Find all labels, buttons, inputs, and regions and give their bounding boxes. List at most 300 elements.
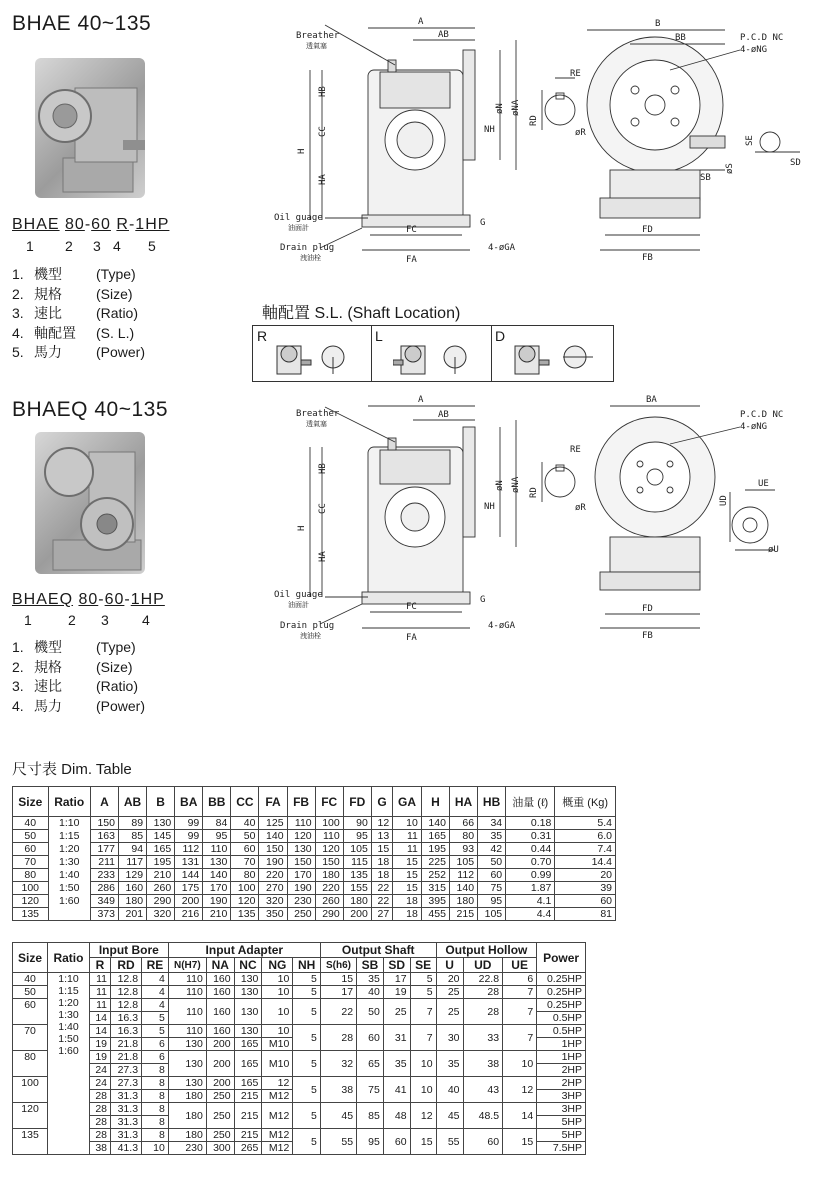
- code-part: 80: [65, 216, 85, 233]
- table-cell: 32: [320, 1051, 356, 1077]
- col-header: FB: [287, 787, 315, 817]
- table-cell: 140: [259, 830, 287, 843]
- table-cell: 80: [449, 830, 477, 843]
- code-digit: 2: [65, 238, 73, 254]
- code-digit: 4: [113, 238, 121, 254]
- table-cell: 100: [315, 817, 343, 830]
- col-header: CC: [231, 787, 259, 817]
- table-cell: 270: [259, 882, 287, 895]
- table-cell: 200: [175, 895, 203, 908]
- table-cell: 320: [259, 895, 287, 908]
- table-cell: 28: [89, 1116, 110, 1129]
- bhae-model-code: [12, 216, 169, 234]
- table-cell: 20: [436, 973, 463, 986]
- label-U: øU: [768, 545, 779, 555]
- table-cell: 215: [234, 1129, 262, 1142]
- label-RE: RE: [570, 445, 581, 455]
- table-cell: 290: [315, 908, 343, 921]
- table-cell: 24: [89, 1077, 110, 1090]
- table-cell: 48.5: [463, 1103, 503, 1129]
- label-RD: RD: [529, 487, 539, 498]
- col-header: UE: [503, 958, 537, 973]
- table-cell: 144: [175, 869, 203, 882]
- table-cell: 117: [118, 856, 146, 869]
- table-row: [13, 908, 616, 921]
- sl-panel-label: D: [495, 328, 506, 344]
- code-part: BHAEQ: [12, 591, 74, 608]
- code-part: BHAE: [12, 216, 60, 233]
- label-GA: 4-øGA: [488, 243, 516, 253]
- table-cell: 150: [259, 843, 287, 856]
- table-cell: 300: [206, 1142, 234, 1155]
- table-row: [13, 895, 616, 908]
- table-cell: 12: [262, 1077, 293, 1090]
- table-cell: 175: [175, 882, 203, 895]
- label-drain-plug-cn: 洩油栓: [300, 632, 321, 640]
- label-breather: Breather: [296, 31, 340, 41]
- table-cell: 105: [478, 908, 506, 921]
- table-cell: 40: [357, 986, 384, 999]
- table-cell: 215: [234, 1090, 262, 1103]
- table-cell: 31.3: [111, 1116, 142, 1129]
- table-cell: 120: [13, 895, 49, 908]
- col-header: AB: [118, 787, 146, 817]
- table-cell: 260: [147, 882, 175, 895]
- table-cell: 42: [478, 843, 506, 856]
- code-part: 1HP: [130, 591, 165, 608]
- table-cell: 1HP: [537, 1038, 586, 1051]
- table-cell: 28: [89, 1129, 110, 1142]
- label-oil-guage-cn: 油面計: [288, 224, 309, 232]
- label-FB: FB: [642, 631, 653, 641]
- table-cell: 6: [503, 973, 537, 986]
- table-row: [13, 1077, 586, 1090]
- label-FC: FC: [406, 225, 417, 235]
- table-cell: 11: [393, 843, 422, 856]
- table-cell: 25: [436, 999, 463, 1025]
- param-row: 1. 機型 (Type): [12, 639, 136, 655]
- col-header: N(H7): [168, 958, 206, 973]
- label-oil-guage: Oil guage: [274, 590, 323, 600]
- table-cell: 40: [231, 817, 259, 830]
- table-cell: 25: [436, 986, 463, 999]
- table-cell: 290: [147, 895, 175, 908]
- table-cell: 150: [315, 856, 343, 869]
- table-cell: 60: [383, 1129, 410, 1155]
- label-drain-plug: Drain plug: [280, 243, 335, 253]
- table-cell: 112: [175, 843, 203, 856]
- table-cell: 10: [262, 1025, 293, 1038]
- table-cell: 0.25HP: [537, 999, 586, 1012]
- table-cell: 5: [293, 1077, 321, 1103]
- table-cell: 80: [231, 869, 259, 882]
- col-header: BB: [203, 787, 231, 817]
- table-cell: 252: [421, 869, 449, 882]
- table-cell: 155: [343, 882, 371, 895]
- table-cell: 38: [89, 1142, 110, 1155]
- label-R: øR: [575, 128, 586, 138]
- col-header: NA: [206, 958, 234, 973]
- table-cell: 35: [436, 1051, 463, 1077]
- table-cell: 55: [436, 1129, 463, 1155]
- dim-table-title: 尺寸表 Dim. Table: [12, 761, 132, 778]
- table-cell: 110: [168, 999, 206, 1025]
- table-cell: 225: [421, 856, 449, 869]
- table-cell: 15: [393, 882, 422, 895]
- table-cell: 120: [13, 1103, 48, 1129]
- table-cell: 60: [231, 843, 259, 856]
- label-RD: RD: [529, 115, 539, 126]
- table-cell: 15: [371, 843, 392, 856]
- code-part: -: [128, 216, 136, 233]
- table-cell: 60: [555, 895, 616, 908]
- col-header: G: [371, 787, 392, 817]
- table-cell: 70: [13, 1025, 48, 1051]
- table-cell: 5.4: [555, 817, 616, 830]
- dim-table-connection-body: [13, 973, 586, 1155]
- table-cell: 19: [89, 1038, 110, 1051]
- table-cell: 135: [343, 869, 371, 882]
- bhaeq-photo-drawing: [35, 432, 145, 574]
- table-cell: 11: [89, 973, 110, 986]
- table-cell: 14: [89, 1012, 110, 1025]
- table-cell: 110: [168, 973, 206, 986]
- table-cell: 8: [142, 1077, 169, 1090]
- col-header: FA: [259, 787, 287, 817]
- col-header: SD: [383, 958, 410, 973]
- label-A: A: [418, 17, 424, 27]
- table-cell: 14: [89, 1025, 110, 1038]
- table-cell: 115: [343, 856, 371, 869]
- label-NH: NH: [484, 125, 495, 135]
- table-cell: 31.3: [111, 1129, 142, 1142]
- table-cell: 165: [147, 843, 175, 856]
- table-cell: 350: [259, 908, 287, 921]
- param-row: 5. 馬力 (Power): [12, 344, 146, 360]
- table-cell: 135: [231, 908, 259, 921]
- label-breather-cn: 透氣塞: [306, 42, 327, 50]
- table-cell: 27.3: [111, 1064, 142, 1077]
- table-row: [13, 973, 586, 986]
- table-cell: 180: [168, 1129, 206, 1142]
- col-header: SB: [357, 958, 384, 973]
- label-G: G: [480, 218, 486, 228]
- table-cell: 177: [90, 843, 118, 856]
- table-cell: 4: [142, 986, 169, 999]
- table-cell: 110: [287, 817, 315, 830]
- table-row: [13, 1103, 586, 1116]
- table-cell: 7: [410, 999, 436, 1025]
- table-cell: 15: [503, 1129, 537, 1155]
- table-cell: 0.31: [506, 830, 555, 843]
- table-cell: 200: [206, 1038, 234, 1051]
- table-cell: 3HP: [537, 1090, 586, 1103]
- code-part: 60: [104, 591, 125, 608]
- table-cell: 50: [357, 999, 384, 1025]
- table-cell: 0.18: [506, 817, 555, 830]
- table-cell: 7: [503, 986, 537, 999]
- table-cell: 215: [234, 1103, 262, 1129]
- table-cell: 10: [410, 1077, 436, 1103]
- table-cell: 14.4: [555, 856, 616, 869]
- table-cell: 35: [357, 973, 384, 986]
- table-cell: 0.5HP: [537, 1012, 586, 1025]
- label-GA: 4-øGA: [488, 621, 516, 631]
- code-part: -: [98, 591, 105, 608]
- table-cell: 24: [89, 1064, 110, 1077]
- table-cell: 99: [175, 830, 203, 843]
- label-SD: SD: [790, 158, 801, 168]
- col-header: NH: [293, 958, 321, 973]
- col-group-header: Output Hollow: [436, 943, 537, 958]
- table-cell: 12: [503, 1077, 537, 1103]
- table-cell: 6: [142, 1038, 169, 1051]
- table-cell: 12.8: [111, 986, 142, 999]
- bhae-product-photo: [35, 58, 145, 198]
- col-header: GA: [393, 787, 422, 817]
- table-cell: 7: [410, 1025, 436, 1051]
- sl-panel-r: [253, 326, 372, 381]
- label-CC: CC: [318, 503, 328, 514]
- table-row: [13, 882, 616, 895]
- table-cell: 455: [421, 908, 449, 921]
- table-cell: 286: [90, 882, 118, 895]
- table-cell: 34: [478, 817, 506, 830]
- label-BB: BB: [675, 33, 686, 43]
- table-cell: 110: [168, 1025, 206, 1038]
- table-cell: 160: [118, 882, 146, 895]
- table-cell: 95: [357, 1129, 384, 1155]
- table-cell: 250: [287, 908, 315, 921]
- table-cell: 95: [478, 895, 506, 908]
- table-cell: 216: [175, 908, 203, 921]
- table-cell: 65: [357, 1051, 384, 1077]
- param-row: 4. 馬力 (Power): [12, 697, 146, 714]
- table-cell: 105: [343, 843, 371, 856]
- table-cell: 39: [555, 882, 616, 895]
- label-FB: FB: [642, 253, 653, 263]
- table-cell: 4.1: [506, 895, 555, 908]
- table-cell: 0.5HP: [537, 1025, 586, 1038]
- col-header: NG: [262, 958, 293, 973]
- table-cell: 45: [320, 1103, 356, 1129]
- label-S: øS: [725, 163, 735, 174]
- dim-table-connection: [12, 942, 586, 1155]
- label-AB: AB: [438, 410, 449, 420]
- table-cell: 5: [293, 973, 321, 986]
- label-drain-plug: Drain plug: [280, 621, 335, 631]
- table-cell: 211: [90, 856, 118, 869]
- table-cell: 28: [89, 1090, 110, 1103]
- table-cell: 10: [262, 973, 293, 986]
- code-digit: 1: [24, 612, 32, 628]
- label-UE: UE: [758, 479, 769, 489]
- bhae-photo-drawing: [35, 58, 145, 198]
- table-cell: 27: [371, 908, 392, 921]
- table-cell: 31: [383, 1025, 410, 1051]
- table-cell: 150: [90, 817, 118, 830]
- table-cell: 0.44: [506, 843, 555, 856]
- col-header: 油量 (ℓ): [506, 787, 555, 817]
- bhaeq-product-photo: [35, 432, 145, 574]
- table-cell: 130: [234, 973, 262, 986]
- table-cell: 130: [168, 1051, 206, 1077]
- col-header: FC: [315, 787, 343, 817]
- table-cell: 28: [463, 986, 503, 999]
- table-cell: M12: [262, 1142, 293, 1155]
- table-row: [13, 1025, 586, 1038]
- table-cell: 135: [13, 908, 49, 921]
- table-cell: 25: [383, 999, 410, 1025]
- table-cell: 195: [421, 843, 449, 856]
- code-digit: 3: [93, 238, 101, 254]
- table-cell: M12: [262, 1103, 293, 1129]
- table-cell: 180: [118, 895, 146, 908]
- table-cell: 395: [421, 895, 449, 908]
- table-sub-header-row: [13, 958, 586, 973]
- label-FA: FA: [406, 633, 417, 642]
- table-cell: 55: [320, 1129, 356, 1155]
- table-cell: 200: [343, 908, 371, 921]
- table-cell: 190: [287, 882, 315, 895]
- label-NH: NH: [484, 502, 495, 512]
- label-oil-guage-cn: 油面計: [288, 601, 309, 609]
- table-cell: 170: [203, 882, 231, 895]
- table-cell: 40: [13, 973, 48, 986]
- label-B: B: [655, 19, 661, 29]
- table-row: [13, 869, 616, 882]
- table-cell: 5: [293, 1051, 321, 1077]
- table-cell: 50: [478, 856, 506, 869]
- table-cell: 320: [147, 908, 175, 921]
- sl-panel-label: L: [375, 328, 383, 344]
- col-header: S(h6): [320, 958, 356, 973]
- table-cell: 8: [142, 1116, 169, 1129]
- col-header: 概重 (Kg): [555, 787, 616, 817]
- table-cell: 373: [90, 908, 118, 921]
- col-header: Ratio: [48, 787, 90, 817]
- table-cell: 10: [142, 1142, 169, 1155]
- table-cell: 5: [293, 999, 321, 1025]
- table-cell: 16.3: [111, 1012, 142, 1025]
- table-cell: 7: [503, 999, 537, 1025]
- label-HB: HB: [318, 86, 328, 97]
- code-digit: 3: [101, 612, 109, 628]
- param-row: 3. 速比 (Ratio): [12, 678, 139, 694]
- label-HB: HB: [318, 463, 328, 474]
- col-header: Size: [13, 943, 48, 973]
- label-FD: FD: [642, 604, 653, 614]
- table-cell: 18: [371, 856, 392, 869]
- sl-d-drawing: [513, 338, 597, 376]
- table-cell: 41: [383, 1077, 410, 1103]
- table-cell: 60: [357, 1025, 384, 1051]
- table-cell: 81: [555, 908, 616, 921]
- table-cell: 163: [90, 830, 118, 843]
- col-header: UD: [463, 958, 503, 973]
- table-cell: 0.99: [506, 869, 555, 882]
- table-row: [13, 986, 586, 999]
- table-header-row: [13, 787, 616, 817]
- table-cell: 80: [13, 1051, 48, 1077]
- label-UD: UD: [719, 495, 729, 506]
- table-cell: 85: [357, 1103, 384, 1129]
- table-cell: 1HP: [537, 1051, 586, 1064]
- table-cell: M12: [262, 1129, 293, 1142]
- col-group-header: Input Bore: [89, 943, 168, 958]
- table-cell: 21.8: [111, 1051, 142, 1064]
- label-H: H: [297, 525, 307, 531]
- col-header: H: [421, 787, 449, 817]
- table-cell: 2HP: [537, 1077, 586, 1090]
- table-cell: 5: [410, 973, 436, 986]
- label-AB: AB: [438, 30, 449, 40]
- label-PCD: P.C.D NC: [740, 33, 784, 43]
- table-cell: M10: [262, 1051, 293, 1077]
- col-header: Ratio: [48, 943, 90, 973]
- table-cell: 120: [287, 830, 315, 843]
- table-cell: 41.3: [111, 1142, 142, 1155]
- table-cell: 220: [315, 882, 343, 895]
- table-cell: 130: [234, 986, 262, 999]
- label-PCD: P.C.D NC: [740, 410, 784, 420]
- table-cell: 140: [421, 817, 449, 830]
- label-FD: FD: [642, 225, 653, 235]
- col-header: BA: [175, 787, 203, 817]
- table-cell: 180: [315, 869, 343, 882]
- table-cell: 100: [231, 882, 259, 895]
- label-SE: SE: [745, 135, 755, 146]
- table-cell: 95: [343, 830, 371, 843]
- table-cell: 140: [203, 869, 231, 882]
- label-R: øR: [575, 503, 586, 513]
- col-header: SE: [410, 958, 436, 973]
- label-HA: HA: [318, 551, 328, 562]
- table-cell: 31.3: [111, 1090, 142, 1103]
- label-breather-cn: 透氣塞: [306, 420, 327, 428]
- code-part: 80: [78, 591, 99, 608]
- col-group-header: Input Adapter: [168, 943, 320, 958]
- table-cell: 10: [393, 817, 422, 830]
- table-cell: 7.5HP: [537, 1142, 586, 1155]
- table-cell: 250: [206, 1129, 234, 1142]
- table-cell: 131: [175, 856, 203, 869]
- code-digit: 2: [68, 612, 76, 628]
- code-digit: 4: [142, 612, 150, 628]
- col-header: FD: [343, 787, 371, 817]
- table-cell: 19: [383, 986, 410, 999]
- table-cell: 15: [410, 1129, 436, 1155]
- table-cell: 7: [503, 1025, 537, 1051]
- table-cell: 11: [89, 999, 110, 1012]
- table-cell: 8: [142, 1064, 169, 1077]
- table-cell: 99: [175, 817, 203, 830]
- table-cell: 130: [147, 817, 175, 830]
- bhaeq-model-code: [12, 591, 165, 609]
- table-cell: 112: [449, 869, 477, 882]
- table-cell: 120: [231, 895, 259, 908]
- sl-panel-d: [491, 326, 613, 381]
- table-cell: 15: [320, 973, 356, 986]
- table-cell: 12.8: [111, 973, 142, 986]
- table-cell: 94: [118, 843, 146, 856]
- table-cell: 0.25HP: [537, 973, 586, 986]
- table-cell: 165: [421, 830, 449, 843]
- code-part: -: [124, 591, 131, 608]
- table-cell: 201: [118, 908, 146, 921]
- table-cell: 28: [89, 1103, 110, 1116]
- table-cell: 22: [371, 895, 392, 908]
